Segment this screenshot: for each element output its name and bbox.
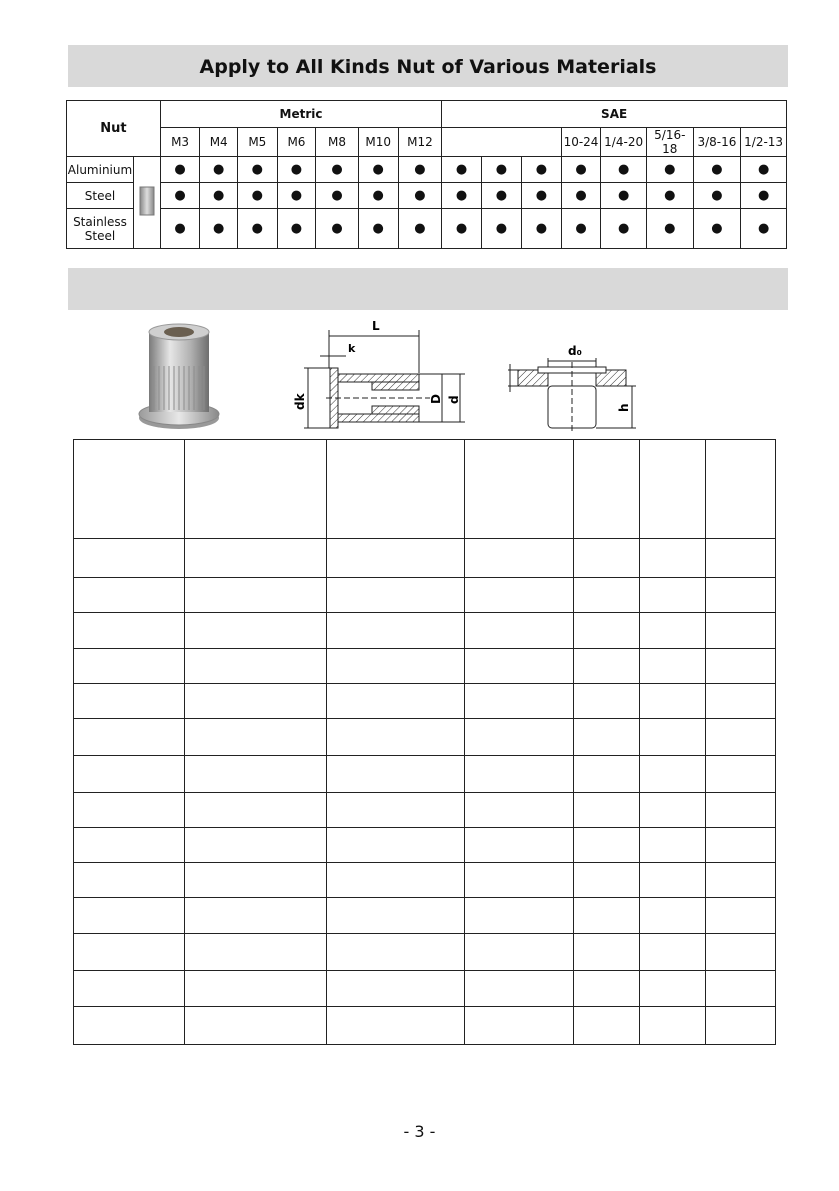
availability-dot: ● — [277, 157, 316, 183]
availability-dot: ● — [522, 209, 561, 249]
availability-dot: ● — [442, 157, 481, 183]
availability-dot: ● — [741, 209, 787, 249]
nut-header: Nut — [67, 101, 161, 157]
sae-header: SAE — [442, 101, 787, 128]
availability-dot: ● — [601, 157, 647, 183]
page-number: - 3 - — [403, 1122, 436, 1141]
cross-section-diagram — [290, 318, 480, 438]
table-row — [74, 684, 776, 719]
table-row — [74, 578, 776, 613]
table-row — [74, 793, 776, 828]
availability-dot: ● — [741, 157, 787, 183]
table-row — [74, 649, 776, 684]
label-dk: dk — [293, 393, 307, 410]
availability-dot: ● — [200, 183, 238, 209]
material-row — [67, 209, 787, 249]
material-row — [67, 183, 787, 209]
material-label: Aluminium — [67, 157, 134, 183]
size-cell-blank — [442, 128, 561, 157]
table-header-row — [74, 440, 776, 539]
section-banner — [68, 268, 788, 310]
size-cell: M6 — [277, 128, 316, 157]
size-cell: 5/16-18 — [646, 128, 693, 157]
table-row — [74, 1007, 776, 1045]
availability-dot: ● — [160, 209, 200, 249]
label-d0: d₀ — [568, 344, 582, 358]
page-title: Apply to All Kinds Nut of Various Materials — [199, 56, 657, 78]
size-cell: M10 — [358, 128, 398, 157]
size-cell: M5 — [238, 128, 278, 157]
availability-dot: ● — [200, 209, 238, 249]
availability-dot: ● — [398, 157, 442, 183]
availability-dot: ● — [693, 157, 741, 183]
metric-header: Metric — [160, 101, 441, 128]
availability-dot: ● — [481, 157, 521, 183]
label-k: k — [348, 342, 356, 355]
availability-dot: ● — [277, 209, 316, 249]
availability-dot: ● — [277, 183, 316, 209]
availability-dot: ● — [358, 157, 398, 183]
availability-dot: ● — [442, 183, 481, 209]
availability-dot: ● — [358, 183, 398, 209]
table-row — [74, 863, 776, 898]
table-row — [74, 971, 776, 1007]
table-row — [74, 898, 776, 934]
material-compatibility-table — [66, 100, 787, 249]
availability-dot: ● — [358, 209, 398, 249]
label-h: h — [617, 403, 631, 412]
availability-dot: ● — [481, 183, 521, 209]
availability-dot: ● — [522, 157, 561, 183]
availability-dot: ● — [238, 183, 278, 209]
availability-dot: ● — [442, 209, 481, 249]
installation-diagram — [500, 340, 645, 436]
specification-table — [73, 439, 776, 1045]
size-cell: 1/4-20 — [601, 128, 647, 157]
availability-dot: ● — [646, 209, 693, 249]
rivet-nut-photo — [132, 318, 227, 436]
label-D: D — [429, 394, 443, 404]
availability-dot: ● — [601, 209, 647, 249]
availability-dot: ● — [522, 183, 561, 209]
availability-dot: ● — [398, 183, 442, 209]
table-row — [74, 539, 776, 578]
availability-dot: ● — [561, 157, 601, 183]
availability-dot: ● — [316, 157, 359, 183]
availability-dot: ● — [398, 209, 442, 249]
availability-dot: ● — [316, 209, 359, 249]
title-banner — [68, 45, 788, 87]
availability-dot: ● — [561, 209, 601, 249]
label-d: d — [447, 395, 461, 404]
table-row — [74, 613, 776, 649]
availability-dot: ● — [693, 209, 741, 249]
availability-dot: ● — [741, 183, 787, 209]
availability-dot: ● — [200, 157, 238, 183]
size-cell: 10-24 — [561, 128, 601, 157]
availability-dot: ● — [238, 157, 278, 183]
availability-dot: ● — [160, 157, 200, 183]
availability-dot: ● — [160, 183, 200, 209]
nut-thumbnail-cell — [133, 157, 160, 249]
size-cell: M8 — [316, 128, 359, 157]
label-L: L — [372, 319, 380, 333]
availability-dot: ● — [316, 183, 359, 209]
material-row — [67, 157, 787, 183]
size-cell: 1/2-13 — [741, 128, 787, 157]
size-cell: 3/8-16 — [693, 128, 741, 157]
table-row — [74, 934, 776, 971]
table-row — [74, 828, 776, 863]
availability-dot: ● — [238, 209, 278, 249]
table-row — [74, 719, 776, 756]
size-cell: M4 — [200, 128, 238, 157]
availability-dot: ● — [646, 157, 693, 183]
availability-dot: ● — [481, 209, 521, 249]
availability-dot: ● — [561, 183, 601, 209]
material-label: Stainless Steel — [67, 209, 134, 249]
availability-dot: ● — [601, 183, 647, 209]
size-cell: M12 — [398, 128, 442, 157]
availability-dot: ● — [693, 183, 741, 209]
rivet-nut-thumbnail — [139, 186, 155, 216]
availability-dot: ● — [646, 183, 693, 209]
material-label: Steel — [67, 183, 134, 209]
size-cell: M3 — [160, 128, 200, 157]
table-row — [74, 756, 776, 793]
